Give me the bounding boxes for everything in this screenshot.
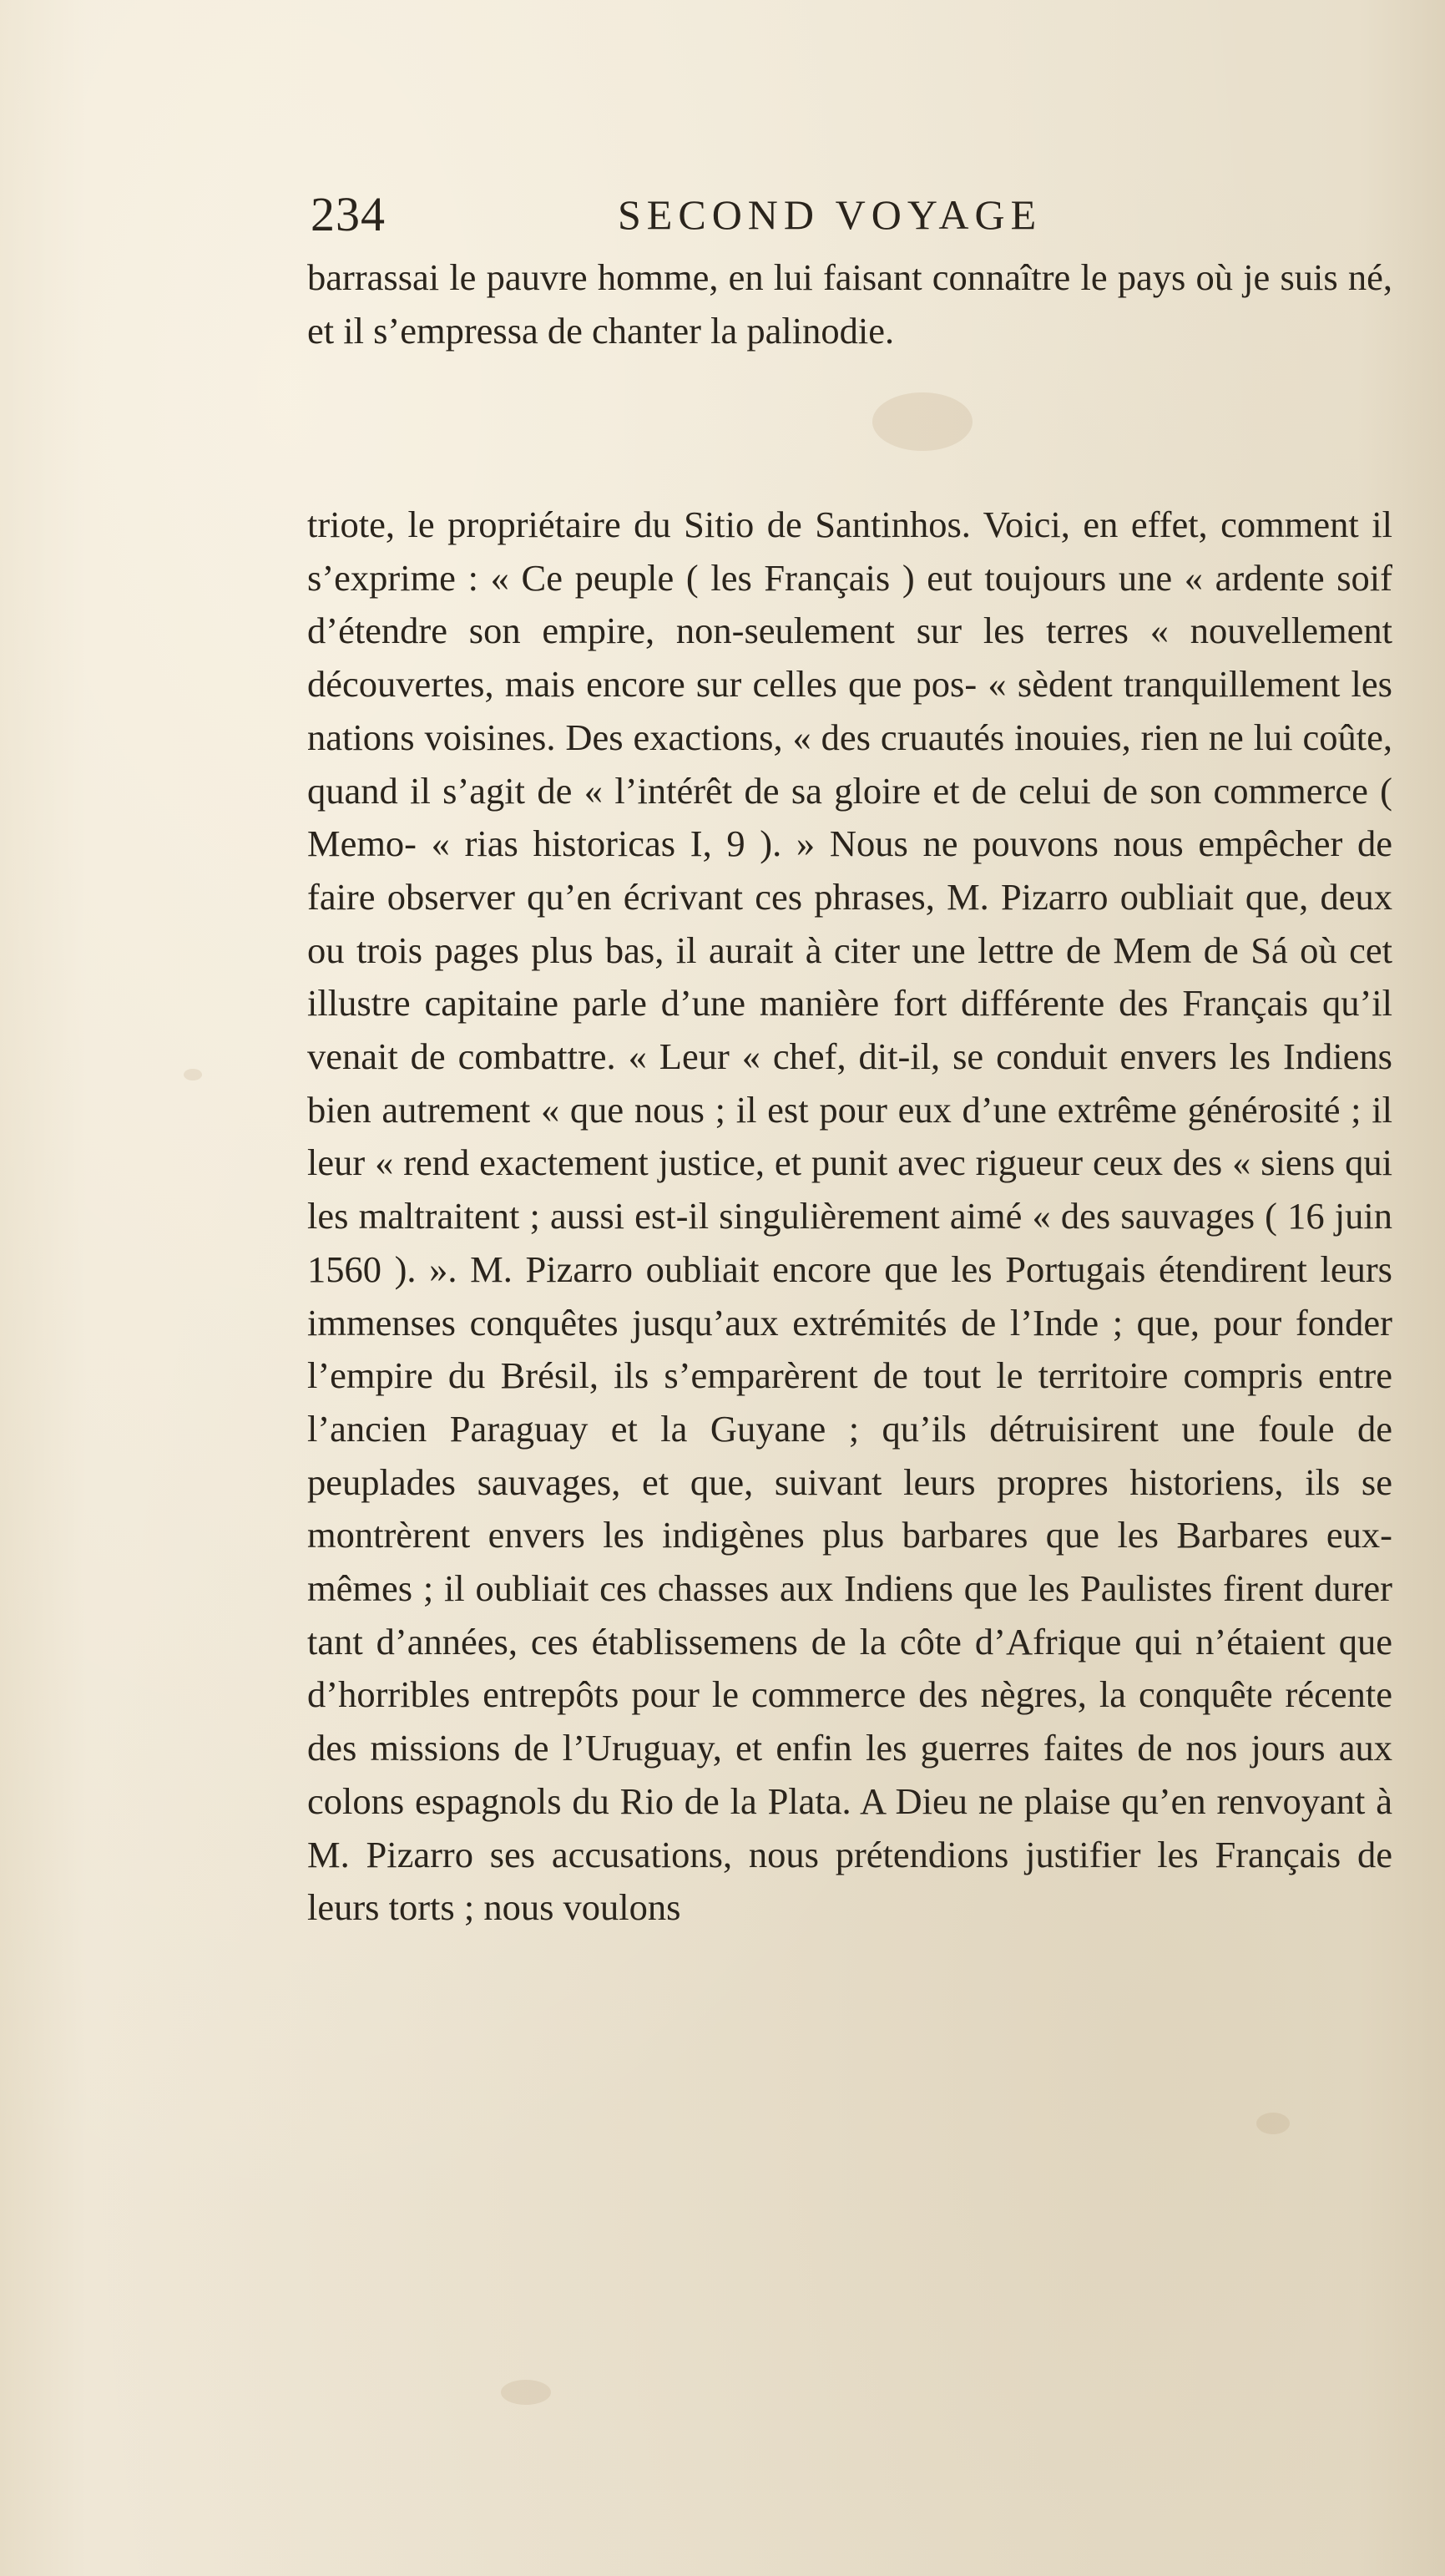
running-header [311,185,1137,244]
running-title: SECOND VOYAGE [618,191,1043,238]
paper-stain [501,2380,551,2405]
paragraph-1: barrassai le pauvre homme, en lui faisant connaître le pays où je suis né, et il s’empressa de chanter la palinodie. [307,256,1392,352]
page-number: 234 [311,187,386,241]
paragraph-2: triote, le propriétaire du Sitio de Santinhos. Voici, en effet, comment il s’exprime : « Ce peuple ( les Français ) eut toujours une « ardente soif d’étendre son empire, non-seulement sur les terres « nouvellement découvertes, mais encore sur celles que pos- « sèdent tranquillement les nations voisines. Des exactions, « des cruautés inouies, rien ne lui coûte, quand il s’agit de « l’intérêt de sa gloire et de celui de son commerce ( Memo- « rias historicas I, 9 ). » Nous ne pouvons nous empêcher de faire observer qu’en écrivant ces phrases, M. Pizarro oubliait que, deux ou trois pages plus bas, il aurait à citer une lettre de Mem de Sá où cet illustre capitaine parle d’une manière fort différente des Français qu’il venait de combattre. « Leur « chef, dit-il, se conduit envers les Indiens bien autrement « que nous ; il est pour eux d’une extrême générosité ; il leur « rend exactement justice, et punit avec rigueur ceux des « siens qui les maltraitent ; aussi est-il singulièrement aimé « des sauvages ( 16 juin 1560 ). ». M. Pizarro oubliait encore que les Portugais étendirent leurs immenses conquêtes jusqu’aux extrémités de l’Inde ; que, pour fonder l’empire du Brésil, ils s’emparèrent de tout le territoire compris entre l’ancien Paraguay et la Guyane ; qu’ils détruisirent une foule de peuplades sauvages, et que, suivant leurs propres historiens, ils se montrèrent envers les indigènes plus barbares que les Barbares eux-mêmes ; il oubliait ces chasses aux Indiens que les Paulistes firent durer tant d’années, ces établissemens de la côte d’Afrique qui n’étaient que d’horribles entrepôts pour le commerce des nègres, la conquête récente des missions de l’Uruguay, et enfin les guerres faites de nos jours aux colons espagnols du Rio de la Plata. A Dieu ne plaise qu’en renvoyant à M. Pizarro ses accusations, nous prétendions justifier les Français de leurs torts ; nous voulons [307,504,1392,1929]
paper-stain [872,392,973,451]
paper-stain [184,1069,202,1081]
paper-stain [1256,2113,1290,2134]
